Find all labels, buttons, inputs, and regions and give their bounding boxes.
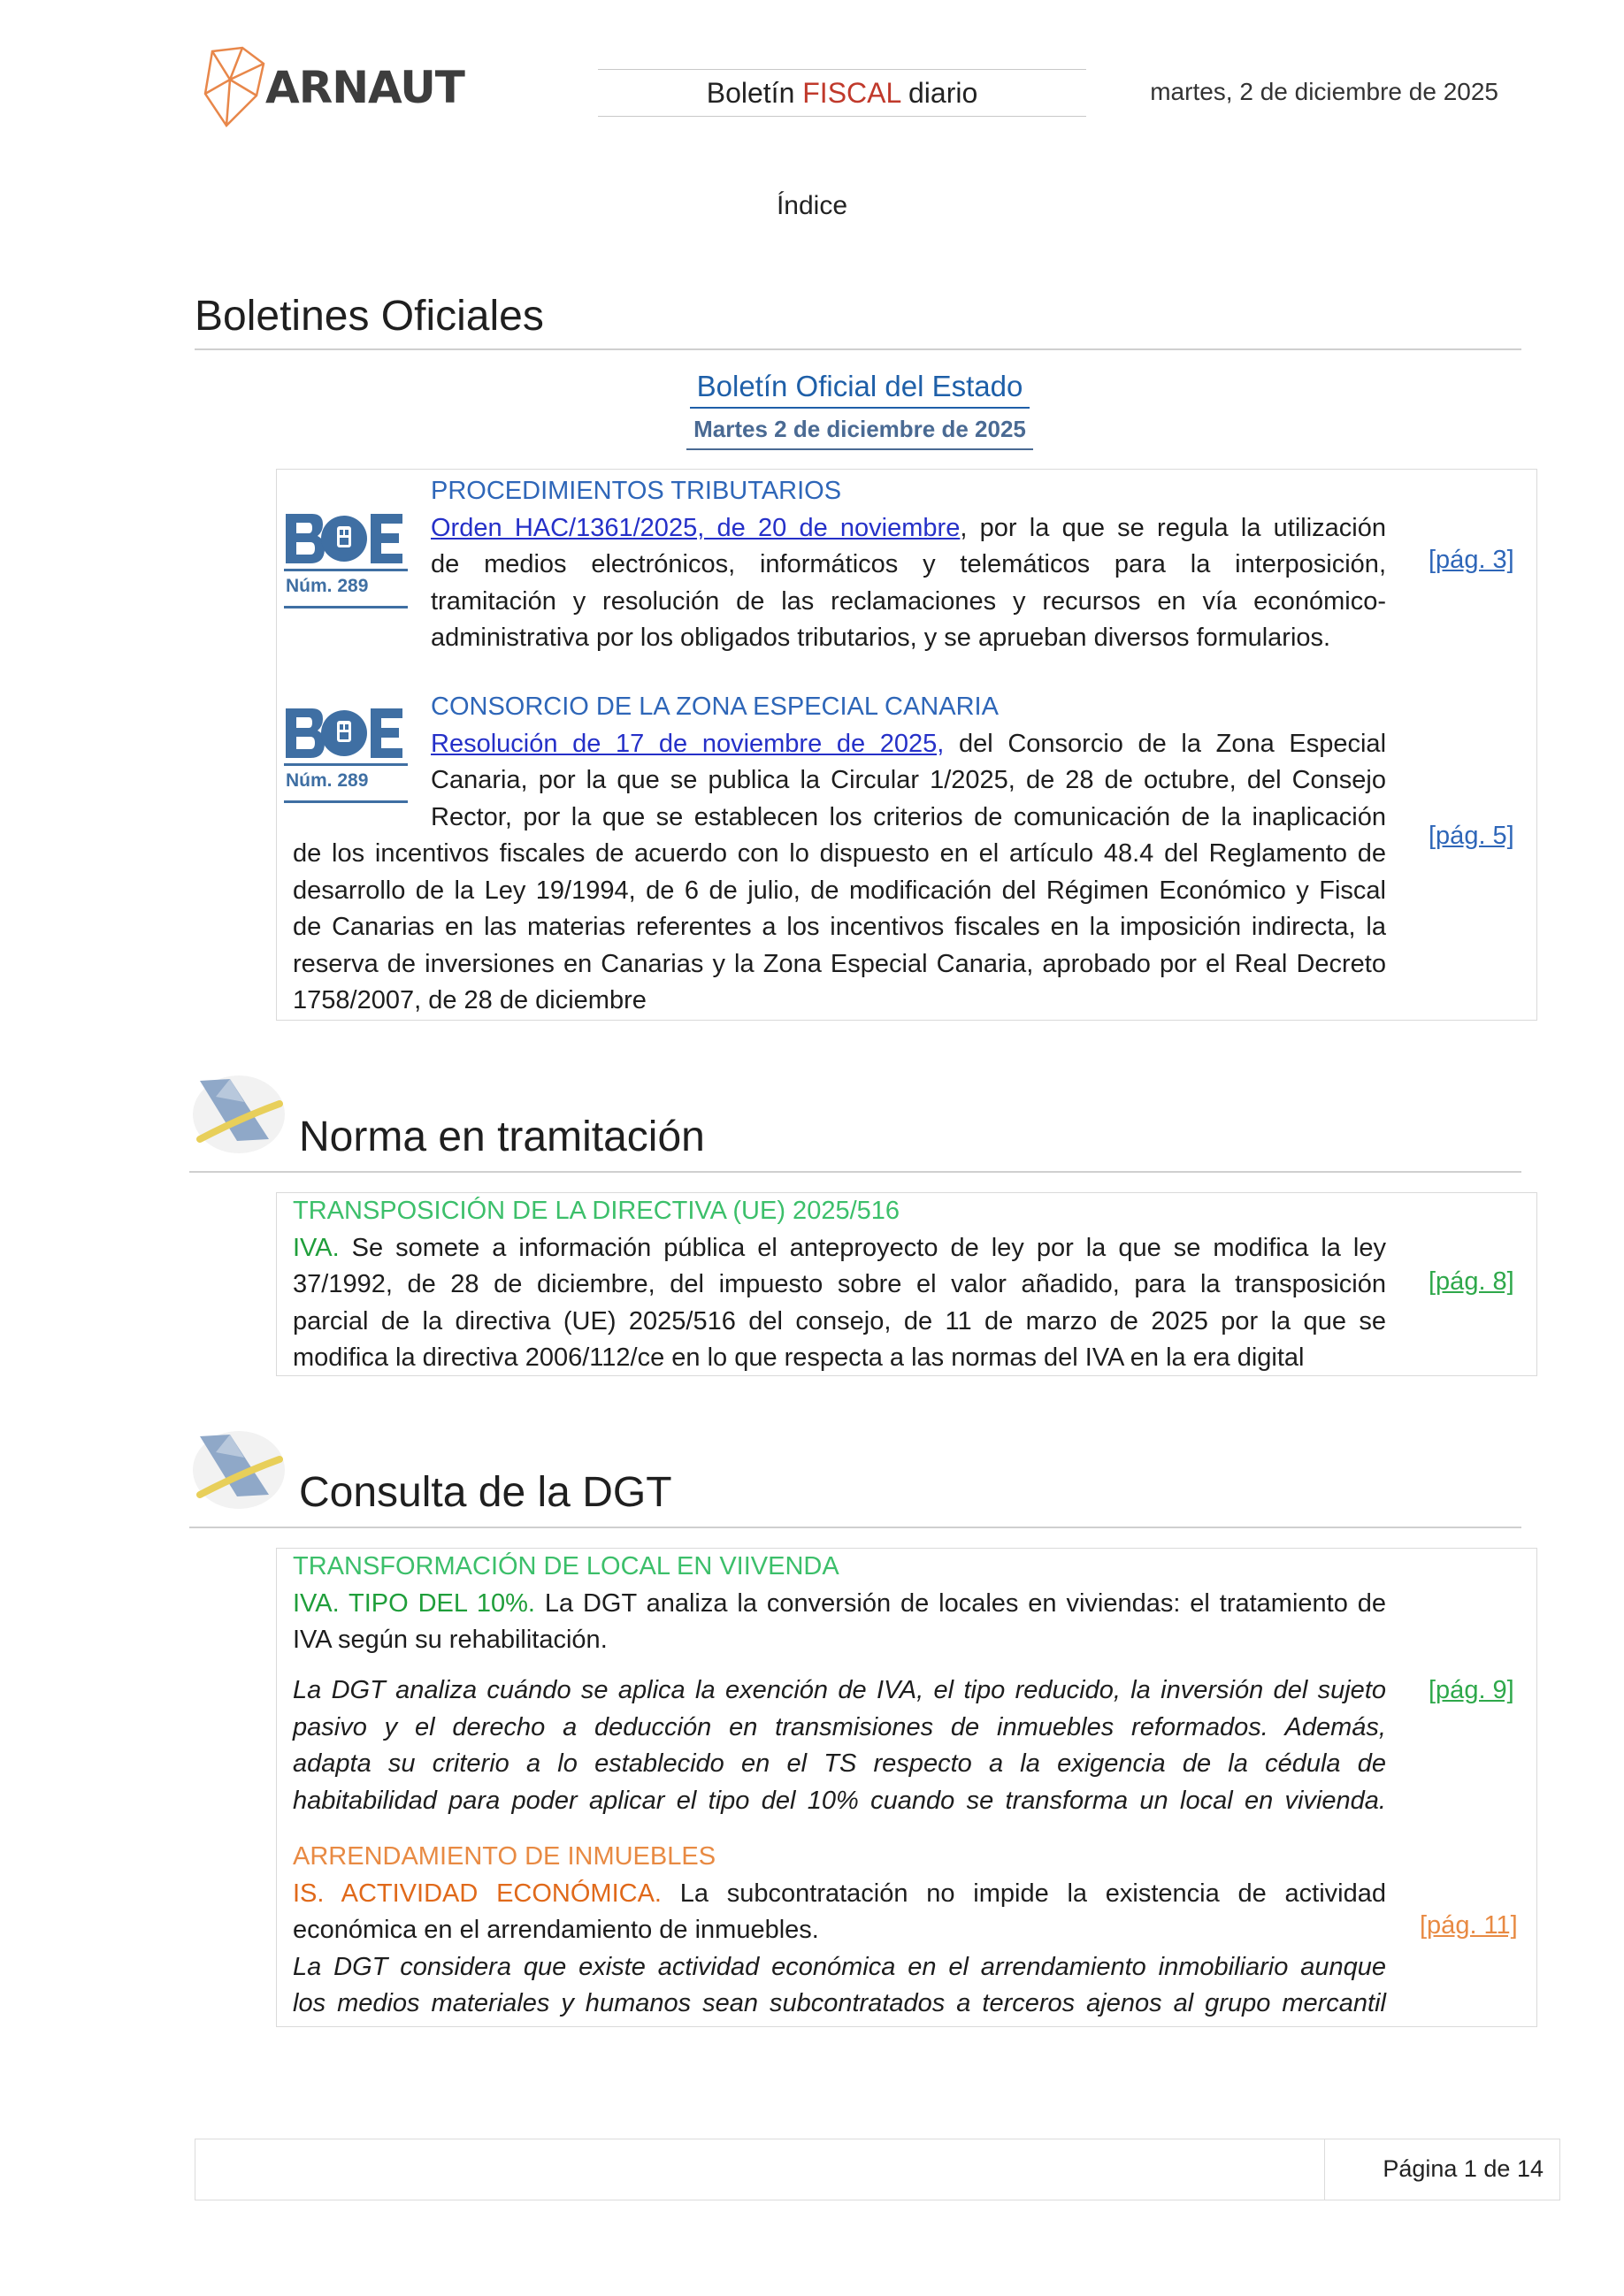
item-norma: TRANSPOSICIÓN DE LA DIRECTIVA (UE) 2025/516 IVA. Se somete a información pública el anteproyecto de ley por la que se modifica la ley 37/1992, de 28 de diciembre, del impuesto sobre el valor añadido, para la transposición parcial de la directiva (UE) 2025/516 del consejo, de 11 de marzo de 2025 por la que se modifica la directiva 2006/112/ce en lo que respecta a las normas del IVA en la era digital: [293, 1193, 1386, 1377]
item-dgt-local: TRANSFORMACIÓN DE LOCAL EN VIIVENDA IVA. TIPO DEL 10%. La DGT analiza la conversión de locales en viviendas: el tratamiento de IVA según su rehabilitación.: [293, 1549, 1386, 1659]
item-dgt-arrendamiento: ARRENDAMIENTO DE INMUEBLES IS. ACTIVIDAD ECONÓMICA. La subcontratación no impide la existencia de actividad económica en el arrendamiento de inmuebles. La DGT considera que existe actividad económica en el arrendamiento inmobiliario aunque los medios materiales y humanos sean subcontratados a terceros ajenos al grupo mercantil: [293, 1839, 1386, 2023]
page-link-8[interactable]: [pág. 8]: [1429, 1267, 1514, 1296]
item-procedimientos: PROCEDIMIENTOS TRIBUTARIOS Orden HAC/1361/2025, de 20 de noviembre, por la que se regula la utilización de medios electrónicos, informáticos y telemáticos para la interposición, tramitación y resolución de las reclamaciones y recursos en vía económico- administrativa por los obligados tributarios, y se aprueban diversos formularios.: [431, 473, 1386, 657]
section-title-norma: Norma en tramitación: [299, 1114, 705, 1160]
page-link-3[interactable]: [pág. 3]: [1429, 546, 1514, 574]
category-label: TRANSFORMACIÓN DE LOCAL EN VIIVENDA: [293, 1552, 839, 1580]
section-rule: [195, 348, 1521, 350]
category-label: TRANSPOSICIÓN DE LA DIRECTIVA (UE) 2025/516: [293, 1197, 900, 1225]
tax-tag: IS. ACTIVIDAD ECONÓMICA.: [293, 1879, 662, 1908]
index-title: Índice: [776, 191, 848, 220]
tax-tag: IVA.: [293, 1233, 340, 1262]
category-label: ARRENDAMIENTO DE INMUEBLES: [293, 1842, 716, 1871]
boe-letters-icon: [284, 707, 404, 760]
footer: [195, 2139, 1560, 2200]
orden-hac-link[interactable]: Orden HAC/1361/2025, de 20 de noviembre: [431, 513, 961, 542]
section-rule: [189, 1527, 1521, 1528]
header-date: martes, 2 de diciembre de 2025: [1150, 78, 1498, 105]
boe-letters-icon: [284, 512, 404, 565]
category-label: CONSORCIO DE LA ZONA ESPECIAL CANARIA: [431, 693, 999, 721]
page-link-9[interactable]: [pág. 9]: [1429, 1676, 1514, 1704]
section-rule: [189, 1171, 1521, 1173]
item-dgt-local-summary: La DGT analiza cuándo se aplica la exención de IVA, el tipo reducido, la inversión del sujeto pasivo y el derecho a deducción en transmisiones de inmuebles reformados. Además, adapta su criterio a lo establecido en el TS respecto a la exigencia de la cédula de habitabilidad para poder aplicar el tipo del 10% cuando se transforma un local en vivienda.: [293, 1676, 1386, 1815]
boe-number: Núm. 289: [286, 576, 369, 596]
bulletin-title: Boletín FISCAL diario: [598, 69, 1086, 117]
category-label: PROCEDIMIENTOS TRIBUTARIOS: [431, 477, 842, 505]
aeat-logo-icon: [191, 1426, 287, 1511]
boe-logo: [284, 512, 410, 616]
item-consorcio-head: CONSORCIO DE LA ZONA ESPECIAL CANARIA Resolución de 17 de noviembre de 2025, del Consorcio de la Zona Especial Canaria, por la que se publica la Circular 1/2025, de 28 de octubre, del Consejo Rector, por la que se establecen los criterios de comunicación de la inaplicación: [431, 689, 1386, 836]
logo-text: ARNAUT: [265, 62, 464, 113]
page-link-11[interactable]: [pág. 11]: [1420, 1911, 1518, 1940]
norma-box: [276, 1192, 1537, 1376]
boe-logo: [284, 707, 410, 811]
section-title-dgt: Consulta de la DGT: [299, 1469, 672, 1516]
aeat-logo-icon: [191, 1070, 287, 1155]
bulletin-fiscal: FISCAL: [802, 77, 901, 109]
item-consorcio-body: de los incentivos fiscales de acuerdo con lo dispuesto en el artículo 48.4 del Reglamento de desarrollo de la Ley 19/1994, de 6 de julio, de modificación del Régimen Económico y Fiscal de Canarias en las materias referentes a los incentivos fiscales en la imposición indirecta, la reserva de inversiones en Canarias y la Zona Especial Canaria, aprobado por el Real Decreto 1758/2007, de 28 de diciembre: [293, 839, 1386, 1014]
page-number: Página 1 de 14: [1383, 2155, 1544, 2182]
boe-source-title: Boletín Oficial del Estado: [690, 370, 1030, 409]
dgt-box: [276, 1548, 1537, 2027]
boe-number: Núm. 289: [286, 770, 369, 791]
section-title-boletines: Boletines Oficiales: [195, 293, 544, 340]
page-link-5[interactable]: [pág. 5]: [1429, 822, 1514, 850]
tax-tag: IVA. TIPO DEL 10%.: [293, 1588, 535, 1618]
boe-source-date: Martes 2 de diciembre de 2025: [686, 416, 1033, 450]
boletines-box: [276, 469, 1537, 1021]
resolucion-link[interactable]: Resolución de 17 de noviembre de 2025,: [431, 729, 945, 758]
